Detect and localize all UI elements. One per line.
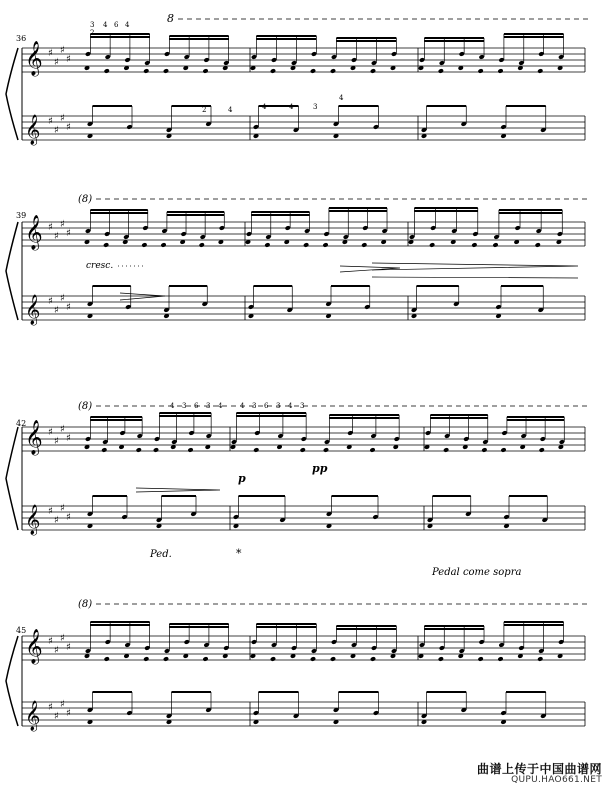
note-head xyxy=(160,242,166,248)
fingering: 4 xyxy=(228,106,233,114)
key-sharp: ♯ xyxy=(54,305,59,316)
pedal-come-sopra: Pedal come sopra xyxy=(432,567,522,578)
measure-number-42: 42 xyxy=(16,419,27,428)
bass-clef: 𝄞 xyxy=(25,701,41,731)
fingering: 4 xyxy=(339,94,344,102)
key-sharp: ♯ xyxy=(60,503,65,514)
key-sharp: ♯ xyxy=(60,113,65,124)
note-head xyxy=(253,447,259,453)
pedal-marking: Ped. xyxy=(150,549,172,560)
note-head xyxy=(202,68,208,74)
note-head xyxy=(481,447,487,453)
watermark xyxy=(477,763,602,786)
note-head xyxy=(535,242,541,248)
fingering: 4 xyxy=(289,103,294,111)
key-sharp: ♯ xyxy=(54,515,59,526)
fingering: 4 xyxy=(170,402,175,410)
key-sharp: ♯ xyxy=(60,293,65,304)
key-sharp: ♯ xyxy=(54,231,59,242)
measure-number-36: 36 xyxy=(16,34,27,43)
note-head xyxy=(497,656,503,662)
bass-clef: 𝄞 xyxy=(25,295,41,325)
dynamic-p: p xyxy=(238,472,246,485)
note-head xyxy=(438,68,444,74)
key-sharp: ♯ xyxy=(60,699,65,710)
key-sharp: ♯ xyxy=(48,427,53,438)
key-sharp: ♯ xyxy=(66,302,71,313)
note-head xyxy=(438,656,444,662)
bass-clef: 𝄞 xyxy=(25,505,41,535)
note-head xyxy=(264,242,270,248)
brace xyxy=(6,427,18,530)
key-sharp: ♯ xyxy=(66,642,71,653)
pedal-release: * xyxy=(236,547,242,560)
brace xyxy=(6,636,18,726)
note-head xyxy=(187,447,193,453)
note-head xyxy=(330,68,336,74)
brace xyxy=(6,48,18,140)
key-sharp: ♯ xyxy=(66,122,71,133)
note-head xyxy=(163,656,169,662)
note-head xyxy=(497,68,503,74)
note-head xyxy=(429,242,435,248)
note-head xyxy=(492,242,498,248)
note-head xyxy=(330,656,336,662)
fingering: 4 xyxy=(240,402,245,410)
note-head xyxy=(477,656,483,662)
note-head xyxy=(323,447,329,453)
key-sharp: ♯ xyxy=(54,57,59,68)
bass-clef: 𝄞 xyxy=(25,115,41,145)
key-sharp: ♯ xyxy=(48,506,53,517)
ottava-mark-4: (8) xyxy=(78,599,93,610)
key-sharp: ♯ xyxy=(54,645,59,656)
note-head xyxy=(361,242,367,248)
key-sharp: ♯ xyxy=(66,512,71,523)
note-head xyxy=(310,656,316,662)
fingering: 3 xyxy=(300,402,305,410)
fingering: 6 xyxy=(194,402,199,410)
key-sharp: ♯ xyxy=(48,48,53,59)
key-sharp: ♯ xyxy=(48,222,53,233)
fingering: 2 xyxy=(90,29,95,37)
note-head xyxy=(103,242,109,248)
note-head xyxy=(104,68,110,74)
note-head xyxy=(310,68,316,74)
ottava-mark-3: (8) xyxy=(78,401,93,412)
note-head xyxy=(539,447,545,453)
key-sharp: ♯ xyxy=(66,708,71,719)
ottava-mark: 8 xyxy=(167,12,174,25)
key-sharp: ♯ xyxy=(48,116,53,127)
cresc-marking: cresc. xyxy=(86,261,114,271)
treble-clef: 𝄞 xyxy=(25,215,43,250)
key-sharp: ♯ xyxy=(60,45,65,56)
key-sharp: ♯ xyxy=(48,296,53,307)
key-sharp: ♯ xyxy=(54,711,59,722)
note-head xyxy=(143,656,149,662)
note-head xyxy=(104,656,110,662)
note-head xyxy=(322,242,328,248)
watermark-title: 曲谱上传于中国曲谱网 xyxy=(476,761,602,776)
key-sharp: ♯ xyxy=(66,54,71,65)
key-sharp: ♯ xyxy=(48,702,53,713)
note-head xyxy=(537,656,543,662)
note-head xyxy=(370,656,376,662)
note-head xyxy=(101,447,107,453)
note-head xyxy=(141,242,147,248)
fingering: 3 xyxy=(276,402,281,410)
staff-lines xyxy=(6,41,585,732)
note-head xyxy=(443,447,449,453)
note-head xyxy=(270,68,276,74)
fingering: 3 xyxy=(90,21,95,29)
fingering: 6 xyxy=(114,21,119,29)
note-head xyxy=(202,656,208,662)
note-head xyxy=(136,447,142,453)
key-sharp: ♯ xyxy=(60,424,65,435)
fingering: 3 xyxy=(182,402,187,410)
dynamic-pp: pp xyxy=(312,462,328,475)
fingering: 4 xyxy=(218,402,223,410)
notes xyxy=(84,34,565,725)
key-sharp: ♯ xyxy=(60,633,65,644)
note-head xyxy=(300,447,306,453)
treble-clef: 𝄞 xyxy=(25,41,43,76)
key-sharp: ♯ xyxy=(60,219,65,230)
watermark-url: QUPU.HAO661.NET xyxy=(511,775,602,786)
fingering: 2 xyxy=(202,106,207,114)
key-sharp: ♯ xyxy=(66,228,71,239)
fingering: 3 xyxy=(206,402,211,410)
measure-number-45: 45 xyxy=(16,626,27,635)
fingering: 3 xyxy=(313,103,318,111)
fingering-group-m37 xyxy=(202,94,344,114)
note-head xyxy=(369,447,375,453)
note-head xyxy=(500,447,506,453)
fingering: 4 xyxy=(288,402,293,410)
brace xyxy=(6,222,18,320)
note-head xyxy=(270,656,276,662)
treble-clef: 𝄞 xyxy=(25,629,43,664)
fingering: 6 xyxy=(264,402,269,410)
measure-number-39: 39 xyxy=(16,211,27,220)
note-head xyxy=(303,242,309,248)
fingering: 4 xyxy=(103,21,108,29)
note-head xyxy=(477,68,483,74)
note-head xyxy=(471,242,477,248)
ottava-mark-2: (8) xyxy=(78,194,93,205)
key-sharp: ♯ xyxy=(66,433,71,444)
fingering: 4 xyxy=(125,21,130,29)
note-head xyxy=(153,447,159,453)
hairpins xyxy=(120,263,578,492)
key-sharp: ♯ xyxy=(48,636,53,647)
fingering: 4 xyxy=(262,103,267,111)
fingering: 3 xyxy=(252,402,257,410)
key-sharp: ♯ xyxy=(54,436,59,447)
note-head xyxy=(199,242,205,248)
treble-clef: 𝄞 xyxy=(25,420,43,455)
note-head xyxy=(163,68,169,74)
note-head xyxy=(537,68,543,74)
note-head xyxy=(143,68,149,74)
note-head xyxy=(370,68,376,74)
key-sharp: ♯ xyxy=(54,125,59,136)
